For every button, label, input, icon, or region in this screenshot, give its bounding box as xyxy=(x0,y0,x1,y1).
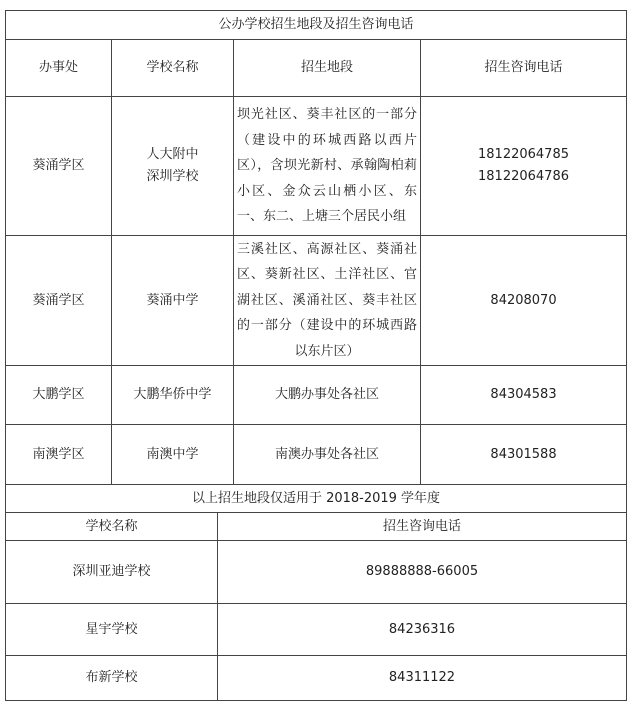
phone-cell: 84311122 xyxy=(218,656,627,701)
header-school: 学校名称 xyxy=(6,513,218,541)
table-row xyxy=(6,656,627,701)
table-row xyxy=(6,366,627,425)
area-cell: 三溪社区、高源社区、葵涌社区、葵新社区、土洋社区、官湖社区、溪涌社区、葵丰社区的一部分（建设中的环城西路以东片区） xyxy=(234,236,421,366)
phone-cell: 84304583 xyxy=(421,366,627,425)
school-cell: 大鹏华侨中学 xyxy=(112,366,234,425)
phone-cell xyxy=(421,97,627,236)
office-cell: 葵涌学区 xyxy=(6,236,112,366)
table-title: 公办学校招生地段及招生咨询电话 xyxy=(6,11,627,40)
header-phone: 招生咨询电话 xyxy=(421,40,627,97)
header-office: 办事处 xyxy=(6,40,112,97)
phone-cell: 89888888-66005 xyxy=(218,541,627,604)
school-cell: 南澳中学 xyxy=(112,425,234,485)
area-cell: 坝光社区、葵丰社区的一部分（建设中的环城西路以西片区），含坝光新村、承翰陶柏莉小区、金众云山栖小区、东一、东二、上塘三个居民小组 xyxy=(234,97,421,236)
private-schools-table xyxy=(5,484,627,701)
header-area: 招生地段 xyxy=(234,40,421,97)
phone-number: 18122064785 xyxy=(478,147,569,162)
public-schools-table xyxy=(5,10,627,485)
school-cell xyxy=(112,97,234,236)
table-row xyxy=(6,236,627,366)
area-cell: 大鹏办事处各社区 xyxy=(234,366,421,425)
school-line: 深圳学校 xyxy=(146,169,199,184)
header-phone: 招生咨询电话 xyxy=(218,513,627,541)
school-cell: 葵涌中学 xyxy=(112,236,234,366)
phone-cell: 84236316 xyxy=(218,604,627,656)
table-row xyxy=(6,97,627,236)
table-row xyxy=(6,425,627,485)
table-row xyxy=(6,541,627,604)
applicability-note: 以上招生地段仅适用于 2018-2019 学年度 xyxy=(6,485,627,513)
table-row xyxy=(6,604,627,656)
header-school: 学校名称 xyxy=(112,40,234,97)
phone-number: 18122064786 xyxy=(478,169,569,184)
school-cell: 布新学校 xyxy=(6,656,218,701)
phone-cell: 84208070 xyxy=(421,236,627,366)
office-cell: 大鹏学区 xyxy=(6,366,112,425)
office-cell: 葵涌学区 xyxy=(6,97,112,236)
school-cell: 星宇学校 xyxy=(6,604,218,656)
area-cell: 南澳办事处各社区 xyxy=(234,425,421,485)
office-cell: 南澳学区 xyxy=(6,425,112,485)
phone-cell: 84301588 xyxy=(421,425,627,485)
school-line: 人大附中 xyxy=(146,147,199,162)
school-cell: 深圳亚迪学校 xyxy=(6,541,218,604)
